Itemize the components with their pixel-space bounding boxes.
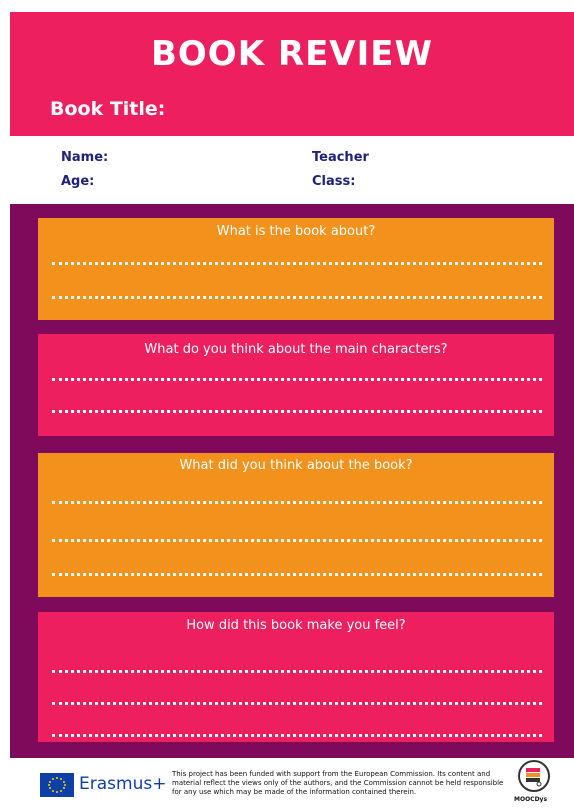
moocdys-logo-icon <box>518 760 550 792</box>
question-text: What did you think about the book? <box>179 458 413 473</box>
funding-disclaimer: This project has been funded with support from the European Commission. Its content and material reflect the views only of the authors, and the Commission cannot be held responsible for any use which may be made of the information contained therein. <box>172 770 504 796</box>
question-text: What do you think about the main characters? <box>144 342 448 357</box>
answer-line[interactable] <box>52 734 542 737</box>
name-label: Name: <box>61 150 109 165</box>
answer-line[interactable] <box>52 262 542 265</box>
answer-line[interactable] <box>52 501 542 504</box>
teacher-label: Teacher <box>312 150 369 165</box>
question-box <box>38 612 554 742</box>
header-banner <box>10 12 574 136</box>
answer-line[interactable] <box>52 573 542 576</box>
class-label: Class: <box>312 174 356 189</box>
answer-line[interactable] <box>52 670 542 673</box>
questions-panel <box>10 204 574 758</box>
question-box <box>38 453 554 597</box>
question-box <box>38 334 554 436</box>
page-title: BOOK REVIEW <box>150 34 433 74</box>
answer-line[interactable] <box>52 702 542 705</box>
erasmus-logo-text: Erasmus+ <box>79 774 167 794</box>
question-box <box>38 218 554 320</box>
answer-line[interactable] <box>52 378 542 381</box>
eu-flag-icon <box>40 773 74 797</box>
moocdys-logo-text: MOOCDys <box>514 796 548 803</box>
question-text: What is the book about? <box>216 224 376 239</box>
age-label: Age: <box>61 174 95 189</box>
question-text: How did this book make you feel? <box>186 618 406 633</box>
book-title-label: Book Title: <box>50 98 166 120</box>
answer-line[interactable] <box>52 296 542 299</box>
answer-line[interactable] <box>52 410 542 413</box>
answer-line[interactable] <box>52 539 542 542</box>
